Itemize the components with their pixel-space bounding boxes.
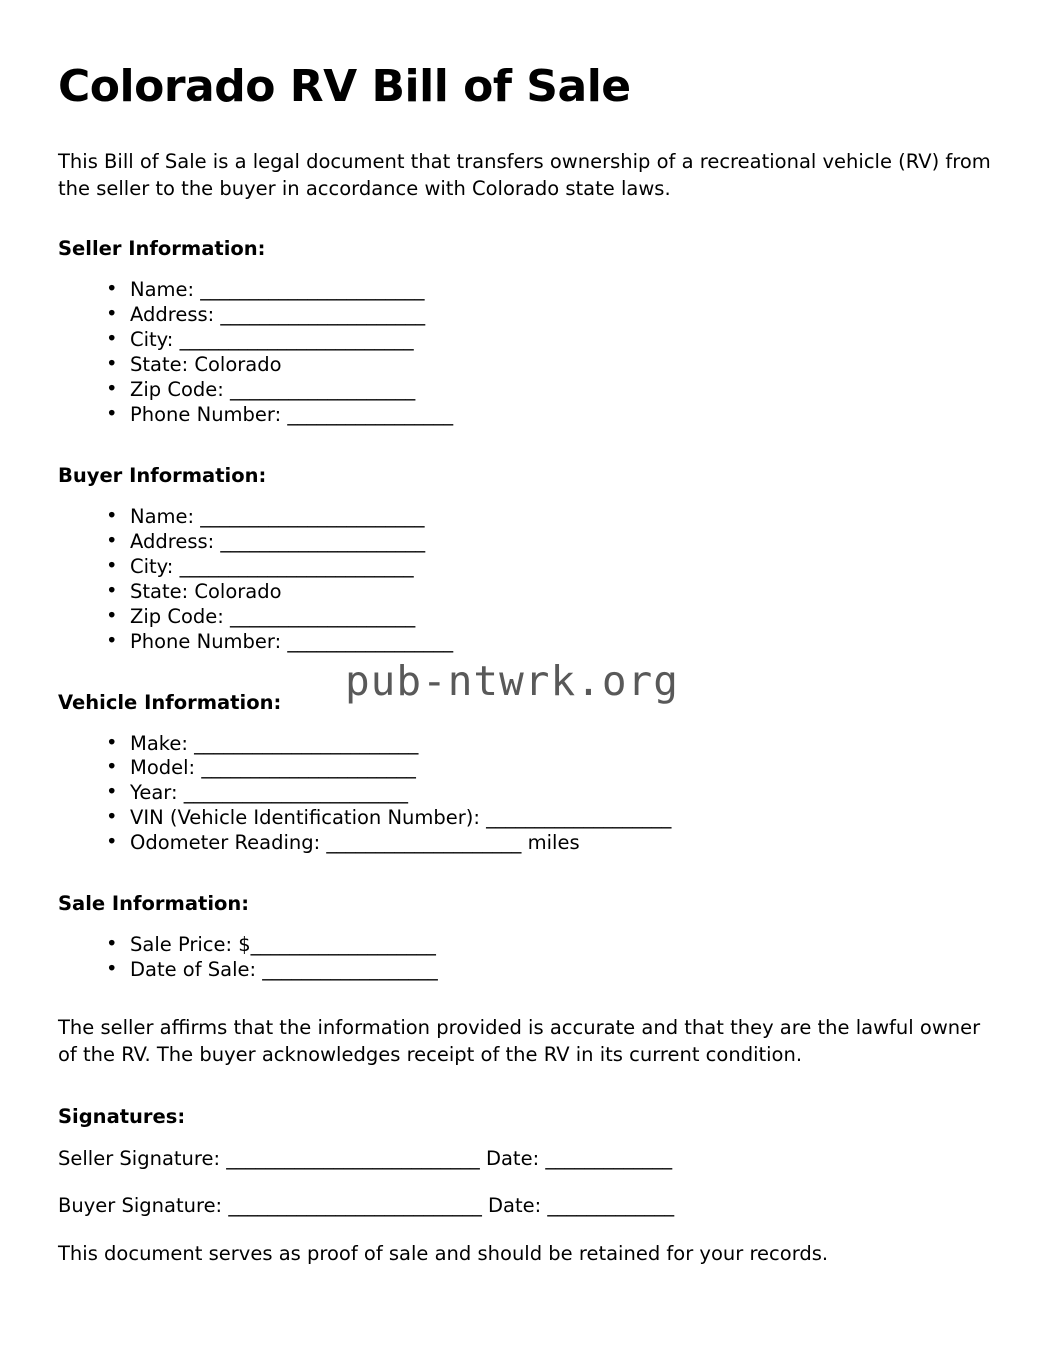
buyer-field-list [58, 505, 997, 655]
seller-signature-row: Seller Signature: __________________________ Date: _____________ [58, 1147, 673, 1170]
intro-paragraph: This Bill of Sale is a legal document that transfers ownership of a recreational vehicle (RV) from the seller to the buyer in accordance with Colorado state laws. [58, 150, 991, 201]
buyer-signature-row: Buyer Signature: __________________________ Date: _____________ [58, 1194, 675, 1218]
vehicle-information-heading: Vehicle Information: [58, 690, 282, 714]
page-title: Colorado RV Bill of Sale [58, 61, 631, 112]
seller-field-state: • State: Colorado [106, 353, 997, 378]
sale-field-list [58, 933, 997, 983]
affirmation-paragraph: The seller affirms that the information provided is accurate and that they are the lawful owner of the RV. The buyer acknowledges receipt of the RV in its current condition. [58, 1016, 981, 1067]
sale-field-price: • Sale Price: $___________________ [106, 933, 997, 958]
seller-field-address: • Address: _____________________ [106, 303, 997, 328]
buyer-field-name: • Name: _______________________ [106, 505, 997, 530]
signatures-heading: Signatures: [58, 1105, 186, 1128]
buyer-field-state: • State: Colorado [106, 580, 997, 605]
buyer-field-zip-code: • Zip Code: ___________________ [106, 605, 997, 630]
closing-paragraph: This document serves as proof of sale and should be retained for your records. [58, 1241, 829, 1265]
vehicle-field-odometer: • Odometer Reading: ____________________ miles [106, 831, 997, 856]
sale-information-heading: Sale Information: [58, 892, 250, 916]
buyer-field-address: • Address: _____________________ [106, 530, 997, 555]
seller-field-zip-code: • Zip Code: ___________________ [106, 378, 997, 403]
seller-field-phone-number: • Phone Number: _________________ [106, 403, 997, 428]
vehicle-information-section [58, 691, 997, 857]
signature-rows [58, 1146, 997, 1219]
seller-information-heading: Seller Information: [58, 237, 266, 261]
sale-field-date: • Date of Sale: __________________ [106, 958, 997, 983]
buyer-information-section [58, 464, 997, 655]
buyer-field-phone-number: • Phone Number: _________________ [106, 630, 997, 655]
signatures-section [58, 1105, 997, 1219]
vehicle-field-model: • Model: ______________________ [106, 756, 997, 781]
site-watermark: pub-ntwrk.org [345, 657, 679, 705]
vehicle-field-vin: • VIN (Vehicle Identification Number): ___________________ [106, 806, 997, 831]
vehicle-field-make: • Make: _______________________ [106, 732, 997, 757]
vehicle-field-year: • Year: _______________________ [106, 781, 997, 806]
sale-information-section [58, 892, 997, 983]
vehicle-field-list [58, 732, 997, 857]
seller-field-city: • City: ________________________ [106, 328, 997, 353]
seller-field-list [58, 278, 997, 428]
seller-information-section [58, 237, 997, 428]
seller-field-name: • Name: _______________________ [106, 278, 997, 303]
buyer-field-city: • City: ________________________ [106, 555, 997, 580]
buyer-information-heading: Buyer Information: [58, 463, 267, 487]
